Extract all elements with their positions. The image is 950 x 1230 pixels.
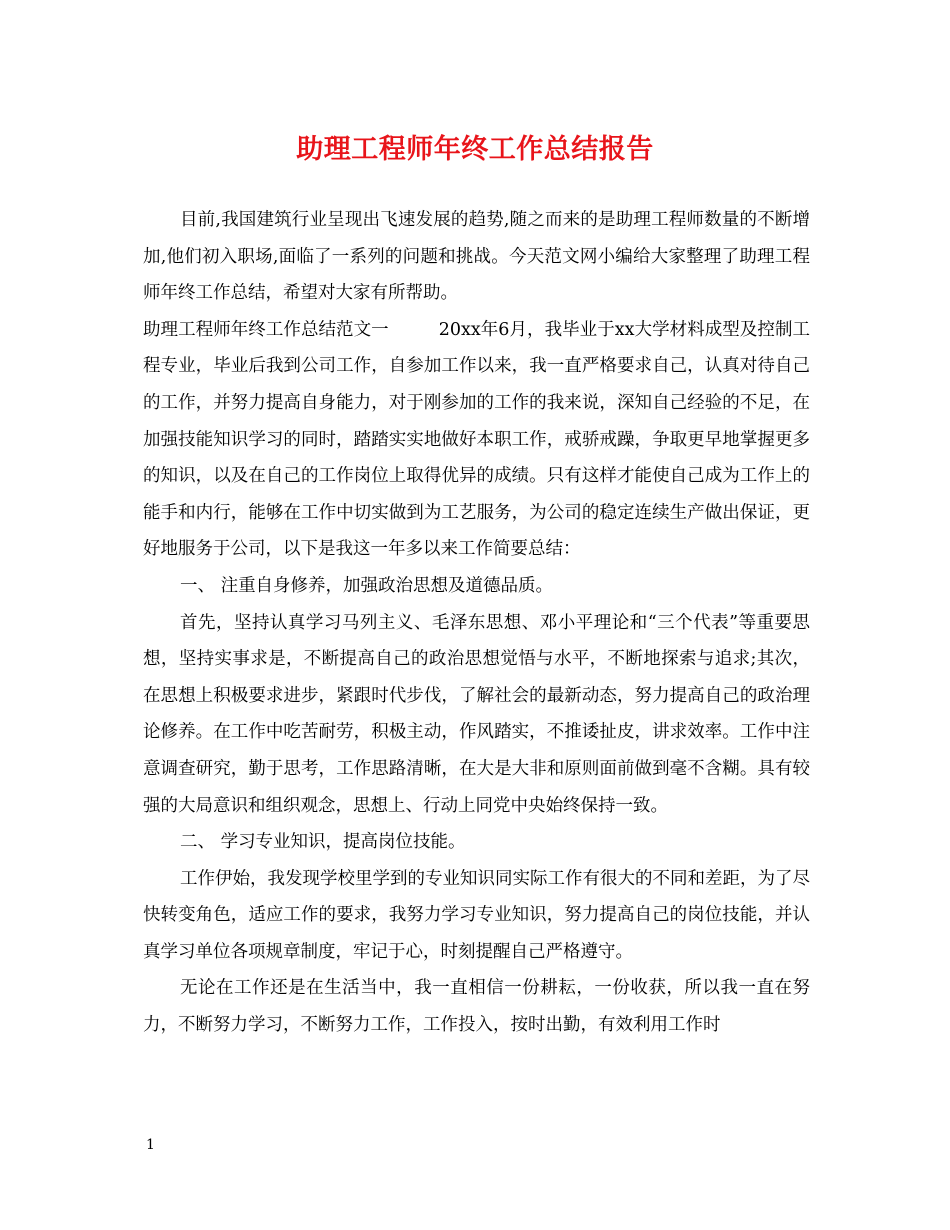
section-2-paragraph-continued: 无论在工作还是在生活当中，我一直相信一份耕耘，一份收获，所以我一直在努力，不断努力学习，不断努力工作，工作投入，按时出勤，有效利用工作时	[143, 978, 810, 1036]
sample-paragraph	[143, 312, 810, 568]
document-body	[143, 202, 810, 1044]
sample-label: 助理工程师年终工作总结范文一	[143, 319, 389, 340]
section-heading-2: 二、 学习专业知识，提高岗位技能。	[180, 832, 466, 853]
section-1-paragraph: 首先，坚持认真学习马列主义、毛泽东思想、邓小平理论和“三个代表”等重要思想，坚持实事求是，不断提高自己的政治思想觉悟与水平，不断地探索与追求;其次，在思想上积极要求进步，紧跟时代步伐，了解社会的最新动态，努力提高自己的政治理论修养。在工作中吃苦耐劳，积极主动，作风踏实，不推诿扯皮，讲求效率。工作中注意调查研究，勤于思考，工作思路清晰，在大是大非和原则面前做到毫不含糊。具有较强的大局意识和组织观念，思想上、行动上同党中央始终保持一致。	[143, 612, 810, 816]
section-heading-1: 一、 注重自身修养，加强政治思想及道德品质。	[180, 575, 554, 596]
page-number: 1	[146, 1137, 155, 1153]
document-title: 助理工程师年终工作总结报告	[296, 134, 654, 165]
intro-paragraph: 目前,我国建筑行业呈现出飞速发展的趋势,随之而来的是助理工程师数量的不断增加,他们初入职场,面临了一系列的问题和挑战。今天范文网小编给大家整理了助理工程师年终工作总结，希望对大家有所帮助。	[143, 210, 810, 304]
sample-body: 20xx年6月，我毕业于xx大学材料成型及控制工程专业，毕业后我到公司工作，自参加工作以来，我一直严格要求自己，认真对待自己的工作，并努力提高自身能力，对于刚参加的工作的我来说，深知自己经验的不足，在加强技能知识学习的同时，踏踏实实地做好本职工作，戒骄戒躁，争取更早地掌握更多的知识，以及在自己的工作岗位上取得优异的成绩。只有这样才能使自己成为工作上的能手和内行，能够在工作中切实做到为工艺服务，为公司的稳定连续生产做出保证，更好地服务于公司，以下是我这一年多以来工作简要总结：	[143, 319, 810, 560]
section-2-paragraph: 工作伊始，我发现学校里学到的专业知识同实际工作有很大的不同和差距，为了尽快转变角色，适应工作的要求，我努力学习专业知识，努力提高自己的岗位技能，并认真学习单位各项规章制度，牢记于心，时刻提醒自己严格遵守。	[143, 868, 810, 962]
